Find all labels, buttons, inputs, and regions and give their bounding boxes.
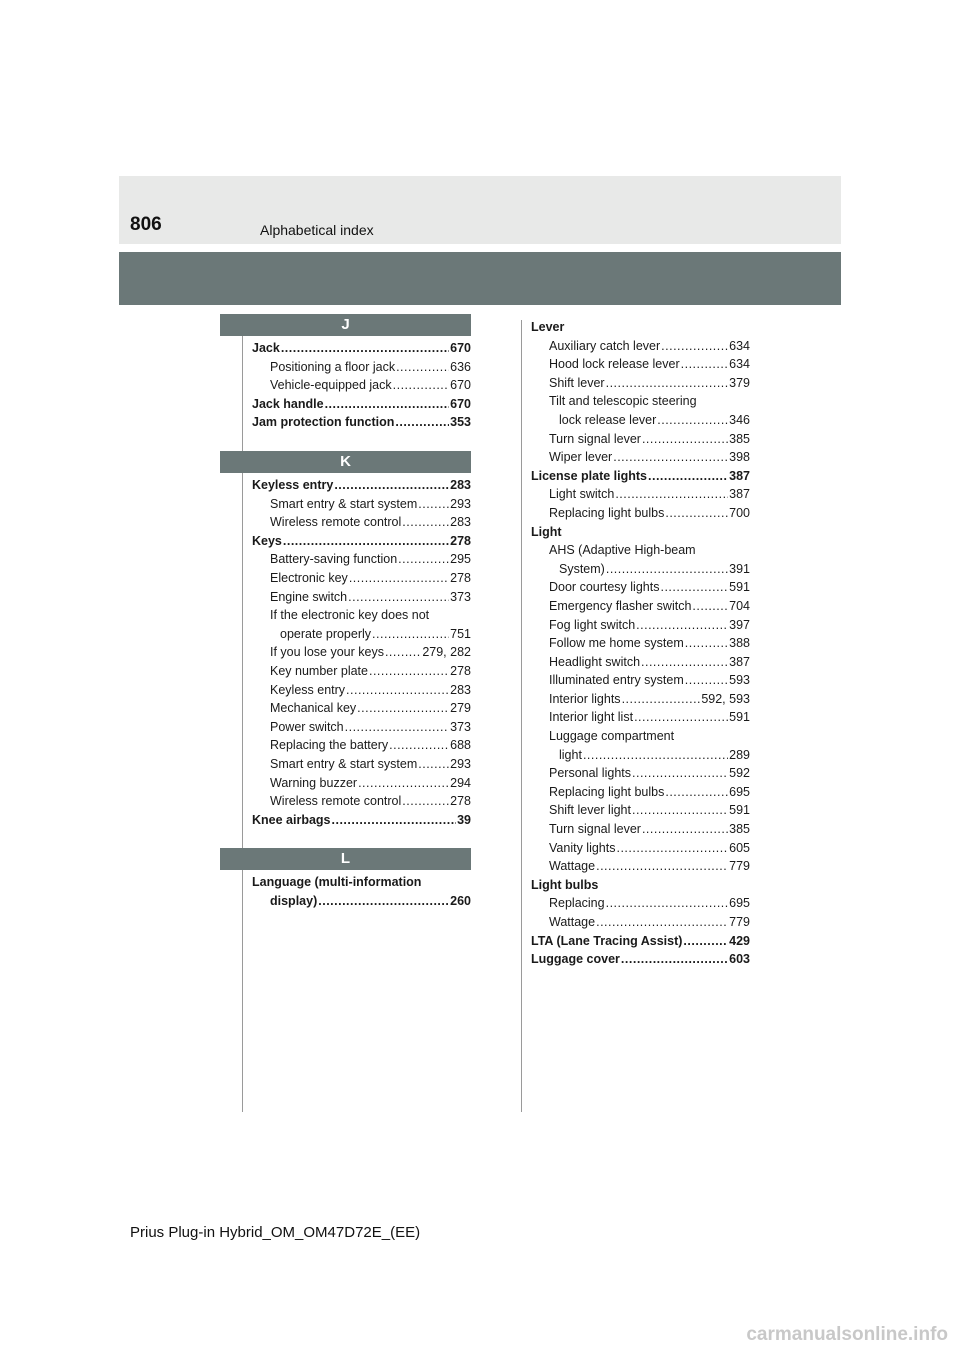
leader-dots — [615, 485, 728, 504]
index-entry-page[interactable]: 603 — [729, 952, 750, 967]
leader-dots — [389, 736, 449, 755]
footer-document-code: Prius Plug-in Hybrid_OM_OM47D72E_(EE) — [130, 1224, 421, 1241]
index-entry — [252, 376, 471, 395]
leader-dots — [657, 411, 728, 430]
index-entry-page[interactable]: 779 — [729, 859, 750, 874]
index-entry-label: light — [559, 747, 582, 762]
index-entry — [531, 467, 750, 486]
index-entry — [531, 783, 750, 802]
index-section-j — [252, 339, 471, 432]
leader-dots — [283, 532, 449, 551]
index-column-right — [531, 318, 750, 969]
page-title: Alphabetical index — [260, 222, 374, 238]
index-entry — [531, 337, 750, 356]
leader-dots — [334, 476, 449, 495]
index-entry-page[interactable]: 591 — [729, 580, 750, 595]
index-entry-label: Key number plate — [270, 663, 368, 678]
index-entry — [531, 430, 750, 449]
page-number: 806 — [130, 214, 162, 235]
index-entry — [531, 578, 750, 597]
index-entry-page[interactable]: 670 — [450, 378, 471, 393]
index-entry-label: Replacing light bulbs — [549, 505, 665, 520]
index-entry — [252, 413, 471, 432]
index-entry — [531, 355, 750, 374]
section-letter-k: K — [220, 451, 471, 473]
index-entry-label: Personal lights — [549, 766, 631, 781]
index-entry — [252, 718, 471, 737]
index-entry-label: Light switch — [549, 487, 615, 502]
index-entry-page[interactable]: 293 — [450, 496, 471, 511]
index-entry-label: Fog light switch — [549, 617, 636, 632]
index-entry-label: Headlight switch — [549, 654, 641, 669]
leader-dots — [281, 339, 449, 358]
index-entry-page[interactable]: 278 — [450, 533, 471, 548]
index-entry-page[interactable]: 397 — [729, 617, 750, 632]
leader-dots — [648, 467, 728, 486]
index-entry-label: Door courtesy lights — [549, 580, 660, 595]
leader-dots — [418, 755, 449, 774]
index-entry-label: Positioning a floor jack — [270, 359, 396, 374]
index-entry-page[interactable]: 779 — [729, 915, 750, 929]
index-entry: If the electronic key does not — [270, 608, 430, 623]
leader-dots — [393, 376, 450, 395]
leader-dots — [660, 578, 728, 597]
index-entry-page[interactable]: 429 — [729, 933, 750, 948]
index-entry — [252, 569, 471, 588]
index-entry: Light — [531, 524, 562, 539]
index-entry-label: Jam protection function — [252, 415, 395, 430]
index-entry-page[interactable]: 373 — [450, 719, 471, 734]
index-entry-label: Knee airbags — [252, 812, 331, 827]
index-entry-page[interactable]: 279, 282 — [422, 645, 471, 660]
index-entry: Tilt and telescopic steering — [549, 394, 697, 409]
index-entry-page[interactable]: 387 — [729, 487, 750, 502]
index-entry-page[interactable]: 751 — [450, 626, 471, 641]
index-entry-page[interactable]: 695 — [729, 784, 750, 799]
leader-dots — [398, 550, 449, 569]
leader-dots — [402, 513, 449, 532]
leader-dots — [606, 374, 729, 393]
index-entry-label: Replacing — [549, 896, 605, 911]
index-entry-label: Vanity lights — [549, 840, 616, 855]
index-entry-page[interactable]: 278 — [450, 794, 471, 809]
leader-dots — [596, 913, 728, 932]
index-entry-label: Smart entry & start system — [270, 756, 418, 771]
index-entry-label: display) — [270, 893, 318, 908]
leader-dots — [395, 413, 449, 432]
leader-dots — [369, 662, 449, 681]
index-entry — [252, 774, 471, 793]
leader-dots — [661, 337, 728, 356]
index-entry-label: Smart entry & start system — [270, 496, 418, 511]
index-entry-label: Wiper lever — [549, 450, 613, 465]
leader-dots — [692, 597, 728, 616]
leader-dots — [636, 616, 728, 635]
index-entry-page[interactable]: 591 — [729, 803, 750, 818]
index-entry-page[interactable]: 700 — [729, 505, 750, 520]
index-entry-page[interactable]: 279 — [450, 701, 471, 716]
index-entry-label: LTA (Lane Tracing Assist) — [531, 933, 683, 948]
leader-dots — [348, 588, 449, 607]
index-entry-label: Wattage — [549, 915, 596, 929]
index-entry — [531, 411, 750, 430]
index-entry-page[interactable]: 387 — [729, 654, 750, 669]
leader-dots — [622, 690, 701, 709]
index-entry-label: Keyless entry — [252, 478, 334, 492]
leader-dots — [385, 643, 421, 662]
index-entry-label: Electronic key — [270, 570, 348, 585]
index-entry-page[interactable]: 39 — [457, 812, 471, 827]
watermark: carmanualsonline.info — [746, 1324, 948, 1345]
index-entry-label: lock release lever — [559, 412, 657, 427]
index-entry-page[interactable]: 387 — [729, 468, 750, 483]
column-divider-middle — [521, 320, 522, 1112]
index-entry-page[interactable]: 388 — [729, 636, 750, 651]
index-entry — [252, 736, 471, 755]
index-entry — [531, 653, 750, 672]
leader-dots — [332, 811, 457, 830]
index-entry-page[interactable]: 385 — [729, 431, 750, 446]
leader-dots — [621, 950, 728, 969]
leader-dots — [596, 857, 728, 876]
index-entry — [252, 476, 471, 495]
leader-dots — [642, 430, 728, 449]
index-entry: Lever — [531, 320, 565, 334]
index-entry-page[interactable]: 704 — [729, 598, 750, 613]
index-entry-page[interactable]: 289 — [729, 747, 750, 762]
index-entry-label: Engine switch — [270, 589, 348, 604]
index-entry — [252, 699, 471, 718]
index-entry-page[interactable]: 593 — [729, 673, 750, 688]
index-entry-label: Vehicle-equipped jack — [270, 378, 392, 393]
index-entry — [531, 746, 750, 765]
index-entry-label: Power switch — [270, 719, 344, 734]
index-entry — [252, 588, 471, 607]
index-entry-page[interactable]: 379 — [729, 375, 750, 390]
leader-dots — [358, 774, 449, 793]
index-entry: AHS (Adaptive High-beam — [549, 543, 696, 558]
leader-dots — [402, 792, 449, 811]
index-entry — [252, 811, 471, 830]
index-entry — [252, 892, 471, 911]
index-entry-label: License plate lights — [531, 468, 648, 483]
index-entry — [531, 485, 750, 504]
leader-dots — [665, 504, 728, 523]
column-divider-left — [242, 320, 243, 1112]
index-entry-page[interactable]: 398 — [729, 450, 750, 465]
index-entry-page[interactable]: 385 — [729, 822, 750, 837]
leader-dots — [606, 560, 728, 579]
index-entry: Light bulbs — [531, 877, 599, 892]
index-entry-label: Mechanical key — [270, 701, 357, 716]
index-entry — [531, 764, 750, 783]
leader-dots — [349, 569, 449, 588]
index-entry — [531, 932, 750, 951]
index-entry-page[interactable]: 670 — [450, 396, 471, 411]
index-entry-label: Hood lock release lever — [549, 357, 680, 372]
index-entry — [252, 495, 471, 514]
index-entry — [252, 681, 471, 700]
index-entry — [531, 374, 750, 393]
index-entry — [531, 560, 750, 579]
index-entry-label: System) — [559, 561, 605, 576]
leader-dots — [325, 395, 450, 414]
index-entry-page[interactable]: 636 — [450, 359, 471, 374]
index-entry-label: Warning buzzer — [270, 775, 358, 790]
section-letter-l: L — [220, 848, 471, 870]
index-entry-page[interactable]: 295 — [450, 552, 471, 567]
index-entry-page[interactable]: 294 — [450, 775, 471, 790]
index-entry-page[interactable]: 592, 593 — [701, 691, 750, 706]
index-entry — [252, 792, 471, 811]
index-entry — [531, 820, 750, 839]
section-letter-j: J — [220, 314, 471, 336]
index-entry-label: Replacing light bulbs — [549, 784, 665, 799]
leader-dots — [616, 839, 728, 858]
leader-dots — [318, 892, 449, 911]
index-entry-page[interactable]: 260 — [450, 893, 471, 908]
leader-dots — [357, 699, 449, 718]
index-entry-label: Jack handle — [252, 396, 324, 411]
index-entry-page[interactable]: 373 — [450, 589, 471, 604]
index-entry-label: Luggage cover — [531, 952, 620, 967]
index-entry — [531, 616, 750, 635]
leader-dots — [634, 708, 728, 727]
index-entry-label: Wireless remote control — [270, 515, 402, 530]
leader-dots — [681, 355, 729, 374]
index-entry — [531, 913, 750, 932]
leader-dots — [641, 653, 728, 672]
leader-dots — [685, 671, 728, 690]
index-entry: Luggage compartment — [549, 729, 675, 744]
index-entry-page[interactable]: 391 — [729, 561, 750, 576]
index-entry-page[interactable]: 283 — [450, 515, 471, 530]
leader-dots — [346, 681, 449, 700]
index-entry-page[interactable]: 695 — [729, 896, 750, 911]
index-entry — [252, 550, 471, 569]
index-entry — [531, 597, 750, 616]
index-entry-label: Replacing the battery — [270, 738, 389, 753]
index-entry-page[interactable]: 605 — [729, 840, 750, 855]
leader-dots — [613, 448, 728, 467]
index-entry-page[interactable]: 592 — [729, 766, 750, 781]
index-entry — [252, 358, 471, 377]
index-entry-page[interactable]: 278 — [450, 570, 471, 585]
leader-dots — [583, 746, 728, 765]
leader-dots — [685, 634, 728, 653]
index-entry-label: Keyless entry — [270, 682, 346, 697]
index-entry — [531, 634, 750, 653]
index-entry — [531, 950, 750, 969]
index-entry-page[interactable]: 283 — [450, 478, 471, 492]
index-entry — [531, 448, 750, 467]
index-entry-label: Illuminated entry system — [549, 673, 684, 688]
leader-dots — [606, 894, 729, 913]
index-entry — [252, 532, 471, 551]
index-entry — [531, 857, 750, 876]
index-entry-page[interactable]: 670 — [450, 341, 471, 355]
index-entry — [252, 625, 471, 644]
index-entry-label: Follow me home system — [549, 636, 684, 651]
index-entry-page[interactable]: 283 — [450, 682, 471, 697]
index-entry-label: Shift lever — [549, 375, 605, 390]
header-dark-bar — [119, 252, 841, 305]
index-entry: Language (multi-information — [252, 875, 422, 889]
header-band — [119, 176, 841, 244]
index-section-l — [252, 873, 471, 910]
leader-dots — [642, 820, 728, 839]
index-entry-label: Auxiliary catch lever — [549, 338, 661, 353]
leader-dots — [372, 625, 449, 644]
index-entry-label: Turn signal lever — [549, 822, 641, 837]
index-entry-label: Battery-saving function — [270, 552, 398, 567]
index-entry — [531, 690, 750, 709]
leader-dots — [418, 495, 449, 514]
index-entry — [531, 839, 750, 858]
index-entry-label: Interior light list — [549, 710, 634, 725]
index-entry — [252, 339, 471, 358]
leader-dots — [632, 801, 728, 820]
index-entry-label: Shift lever light — [549, 803, 631, 818]
leader-dots — [683, 932, 728, 951]
index-entry — [531, 801, 750, 820]
leader-dots — [345, 718, 450, 737]
index-entry — [252, 662, 471, 681]
index-entry — [531, 504, 750, 523]
index-entry — [252, 395, 471, 414]
index-entry-label: Emergency flasher switch — [549, 598, 692, 613]
index-entry — [252, 513, 471, 532]
index-entry-label: Wireless remote control — [270, 794, 402, 809]
index-entry-page[interactable]: 293 — [450, 756, 471, 771]
index-entry-label: operate properly — [280, 626, 372, 641]
index-entry-label: Interior lights — [549, 691, 621, 706]
index-entry-label: Turn signal lever — [549, 431, 641, 446]
index-entry — [252, 755, 471, 774]
index-entry — [252, 643, 471, 662]
index-entry-page[interactable]: 634 — [729, 338, 750, 353]
index-entry-label: Jack — [252, 341, 280, 355]
leader-dots — [632, 764, 728, 783]
index-section-k — [252, 476, 471, 829]
index-entry — [531, 671, 750, 690]
index-entry — [531, 708, 750, 727]
index-entry — [531, 894, 750, 913]
index-entry-label: If you lose your keys — [270, 645, 384, 660]
index-entry-page[interactable]: 688 — [450, 738, 471, 753]
index-entry-page[interactable]: 591 — [729, 710, 750, 725]
index-entry-page[interactable]: 346 — [729, 412, 750, 427]
index-entry-page[interactable]: 353 — [450, 415, 471, 430]
leader-dots — [665, 783, 728, 802]
index-entry-page[interactable]: 634 — [729, 357, 750, 372]
leader-dots — [396, 358, 449, 377]
index-entry-page[interactable]: 278 — [450, 663, 471, 678]
index-entry-label: Keys — [252, 533, 282, 548]
index-entry-label: Wattage — [549, 859, 596, 874]
